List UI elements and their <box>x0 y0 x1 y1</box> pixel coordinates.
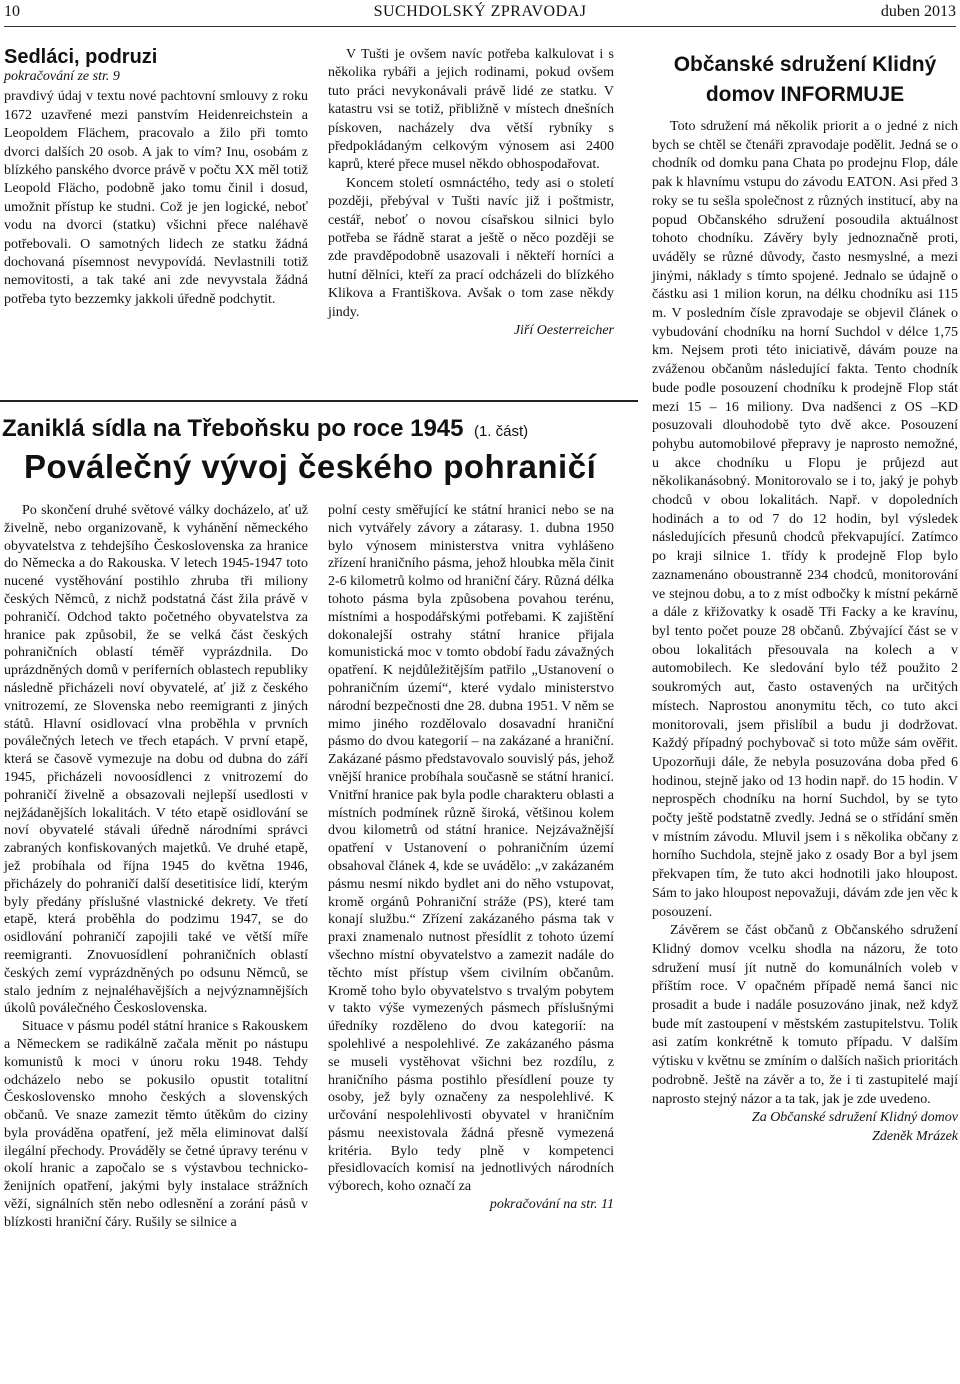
article-zanikla-col2 <box>328 502 614 1214</box>
series-heading <box>2 415 638 443</box>
continued-from: pokračování ze str. 9 <box>4 69 120 84</box>
paragraph: Koncem století osmnáctého, tedy asi o století později, přebýval v Tušti navíc již i poštmistr, cestář, neboť o novou císařskou silnici bylo potřeba se řádně starat a ještě o něco později se zde pravděpodobně usazovali i někteří horníci a hutní dělníci, kteří za prací odcházeli do blízkého Klikova a Františkova. Avšak o tom zase někdy jindy. <box>328 175 614 320</box>
article-sedlaci-col2 <box>328 46 614 341</box>
paragraph: V Tušti je ovšem navíc potřeba kalkulovat i s několika rybáři a jejich rodinami, pokud ovšem tuto práci nevykonávali právě lidé ze statku. V katastru vsi se totiž, přibližně v místech dnešních pískoven, nacházely dva větší rybníky s předpokládaným celkovým výnosem asi 2400 kaprů, které přece musel někdo obhospodařovat. <box>328 47 614 173</box>
signature-organization: Za Občanské sdružení Klidný domov <box>751 1110 958 1126</box>
article-headline: Poválečný vývoj českého pohraničí <box>24 448 597 485</box>
paragraph: Po skončení druhé světové války docházelo, ať už živelně, nebo organizovaně, k vyhánění německého obyvatelstva z tehdejšího Československa za hranice do Německa a do Rakouska. V letech 1945-1947 toto nucené vystěhování postihlo zhruba tři miliony českých Němců, z nichž podstatná část žila právě v pohraničí. Odchod takto početného obyvatelstva za hranice pak způsobil, že se velká část českých pohraničních oblastí téměř vyprázdnila. Do uprázdněných domů v periferních oblastech republiky následně přicházeli noví obyvatelé, ať již z českého vnitrozemí, ze Slovenska nebo reemigranti z jiných států. Hlavní osidlovací vlna proběhla v prvních poválečných letech ve třech etapách. V první etapě, která se časově vymezuje na dobu od dubna do září 1945, přicházeli novoosídlenci z vnitrozemí do pohraničí živelně a obsazovali nejlepší usedlosti v nejžádanějších lokalitách. V této etapě osidlování se noví obyvatelé stávali úředně národními správci zabraných konfiskovaných majetků. Ve druhé etapě, jež probíhala od října 1945 do května 1946, přicházely do pohraničí další desetitisíce lidí, kterým byly předány příslušné vlastnické dekrety. Ve třetí etapě, která proběhla do podzimu 1947, se do osidlování pohraničí zapojili také ve větší míře reemigranti. Znovuosídlení pohraničních oblastí českých zemí vyprázdněných po odsunu Němců, se stalo jedním z nejnaléhavějších a nejvýznamnějších úkolů poválečného Československa. <box>4 503 308 1017</box>
paragraph: Závěrem se část občanů z Občanského sdružení Klidný domov vcelku shodla na názoru, že toto sdružení musí jít nutně do komunálních voleb v příštím roce. V opačném případě nemá šanci nic prosadit a bude i nadále posuzováno jinak, než když bude mít zastoupení v městském zastupitelstvu. Tolik asi zatím konkrétně k tomuto případu. V dalším výtisku v květnu se zmíním o dalších našich prioritách podrobně. Ještě na závěr a to, že i ti zastupitelé mají naprosto stejný názor a ta tak, jak je zde uvedeno. <box>652 923 958 1107</box>
article-title: Sedláci, podruzi <box>4 46 158 68</box>
author-signature: Jiří Oesterreicher <box>513 323 614 339</box>
article-zanikla-col1 <box>4 502 308 1232</box>
paragraph: Toto sdružení má několik priorit a o jedné z nich bych se chtěl se čtenáři zpravodaje podělit. Jedná se o chodník od domku pana Chata po prodejnu Flop, dále pak k hlavnímu vstupu do závodu EATON. Asi před 3 roky se tu sešla společnost z různých institucí, aby na popud Občanského sdružení posoudila aktuálnost tohoto chodníku. Závěry byly jednoznačně proti, uváděly se různé důvody, často nesmyslné, a mezi jinými, náklady s tímto spojené. Jednalo se údajně o částku asi 1 milion korun, na délku chodníku asi 115 m. V posledním čísle zpravodaje se objevil článek o vybudování chodníku na horní Suchdol v délce 1,75 km. Nejsem proti této iniciativě, dávám pouze na zváženou občanům následující fakta. Tento chodník bude podle posouzení chodníku k prodejně Flop stát mezi 15 – 16 miliony. Dva nadšenci z OS –KD posuzovali dlouhodobě tyto dvě akce. Posouzení pohybu automobilové přepravy je naprosto nemožné, u akce chodníku u Flopu je průjezd aut několikanásobný. Monitorovalo se i to, jaký je pohyb chodců v obou lokalitách. Např. v dopoledních hodinách a to od 7 do 12 hodin, byl výsledek následujících přesunů chodců překvapující. Zatímco po kraji silnice 1. třídy k prodejně Flop bylo zaznamenáno oboustranně 234 chodců, monitorování ve stejnou dobu, a to z míst odbočky k místní pekárně a dále z křižovatky k osadě Tři Facky a ke kravínu, byl tento počet pouze 28 občanů. Zbývající část se v obou lokalitách přesouvala na kolech a v automobilech. Ke sledování bylo též použito 2 soukromých aut, často ostavených na určitých místech. Naprostou anonymitu těch, co tuto akci monitorovali, jsem přislíbil a budu ji dodržovat. Každý případný pochybovač si toto může sám ověřit. Upozorňuji dále, že nebyla posuzována doba před 6 hodinou, stejně jako od 13 hodin např. do 15 hodin. V neprospěch chodníku na horní Suchdol, by se tyto počty ještě podstatně zvedly. Jedná se o střídání směn v místním závodu. Mluvil jsem i s několika občany z horního Suchdola, stejně jako z osady Bor a byl jsem překvapen tím, že tuto akci hodnotili jako hloupost. Sám to jako hloupost nepovažuji, dávám zde jen věc k posouzení. <box>652 119 958 920</box>
article-title: Občanské sdružení Klidný domov INFORMUJE <box>673 53 937 106</box>
signature-name: Zdeněk Mrázek <box>872 1128 958 1144</box>
paragraph: Situace v pásmu podél státní hranice s Rakouskem a Německem se radikálně začala měnit po nástupu komunistů k moci v únoru roku 1948. Tehdy odcházelo nebo se pokusilo opustit totalitní Československo mnoho českých a slovenských občanů. Ve snaze zamezit těmto útěkům do ciziny byla prováděna opatření, jež měla eliminovat další ilegální přechody. Prováděly se četné úpravy terénu v okolí hranic a započalo se s výstavbou technicko-ženijních opatření, jakými byly instalace strážních věží, signálních stěn nebo odlesnění a zorání pásů v blízkosti hraniční čáry. Rušily se silnice a <box>4 1019 308 1230</box>
publication-title: SUCHDOLSKÝ ZPRAVODAJ <box>373 3 587 20</box>
paragraph: pravdivý údaj v textu nové pachtovní smlouvy z roku 1672 uzavřené mezi panstvím Heidenreichstein a Leopoldem Flächem, pracovalo a žilo při tomto dvorci dalších 20 osob. A jak to vím? Inu, osobám z blízkého panského dvorce právě v počtu XX měl totiž Leopold Flächo, podobně jako tomu činil i dosud, umožnit přístup ke studni. Což je jen logické, neboť vodu na dvorci (statku) všichni přece naléhavě potřebovali. O samotných lidech ze statku žádná dochovaná písemnost nevypovídá. Nevlastnili totiž nemovitosti, a tak také ani zde nevyvstala žádná potřeba tyto bezzemky jakkoli úředně podchytit. <box>4 89 308 307</box>
article-sedlaci-col1 <box>4 46 308 309</box>
paragraph: polní cesty směřující ke státní hranici nebo se na nich vytvářely závory a zátarasy. 1. dubna 1950 bylo výnosem ministerstva vnitra vyhlášeno zřízení hraničního pásma, jehož hloubka měla činit 2-6 kilometrů kolmo od hraniční čáry. Různá délka tohoto pásma byla způsobena povahou terénu, místními a hospodářskými potřebami. K zajištění dokonalejší ostrahy státní hranice přijala komunistická moc v tomto období řadu závažných opatření. K nejdůležitějším patřilo „Ustanovení o pohraničním území“, které vydalo ministerstvo národní bezpečnosti dne 28. dubna 1951. V něm se mimo jiného rozdělovalo dosavadní hraniční pásmo do dvou kategorií – na zakázané a hraniční. Zakázané pásmo představovalo souvislý pás, jehož vnější hranice probíhala současně se státní hranicí. Vnitřní hranice pak byla podle charakteru oblasti a místních podmínek různě široká, většinou kolem dvou kilometrů od státní hranice. Nejzávažnější opatření v Ustanovení o pohraničním území obsahoval článek 4, kde se uvádělo: „v zakázaném pásmu nesmí nikdo bydlet ani do něho vstupovat, kromě orgánů Pohraniční stráže (PS), které tam konají službu.“ Zřízení zakázaného pásma tak v praxi znamenalo nutnost přesídlit z tohoto území všechno místní obyvatelstvo a zamezit nadále do těchto míst přístup všem civilním občanům. Kromě toho bylo obyvatelstvo s trvalým pobytem v takto výše vymezených pásmech příslušnými úředníky rozděleno do dvou kategorií: na spolehlivé a nespolehlivé. Ze zakázaného pásma se museli vystěhovat všichni bez rozdílu, z hraničního pásma postihlo přesídlení pouze ty osoby, jež byly označeny za nespolehlivé. K určování nespolehlivosti obyvatel v hraničním pásmu neexistovala žádná přesně vymezená kritéria. Bylo tedy plně v kompetenci přesidlovacích komisí na jednotlivých národních výborech, koho označí za <box>328 503 615 1195</box>
continued-on: pokračování na str. 11 <box>489 1197 614 1213</box>
series-title: Zaniklá sídla na Třeboňsku po roce 1945 <box>2 415 464 442</box>
issue-date: duben 2013 <box>880 3 956 20</box>
page-header <box>4 0 956 27</box>
article-klidny-domov <box>652 50 958 1147</box>
page-number: 10 <box>4 3 20 20</box>
section-divider <box>0 400 638 402</box>
series-part: (1. část) <box>473 423 529 440</box>
